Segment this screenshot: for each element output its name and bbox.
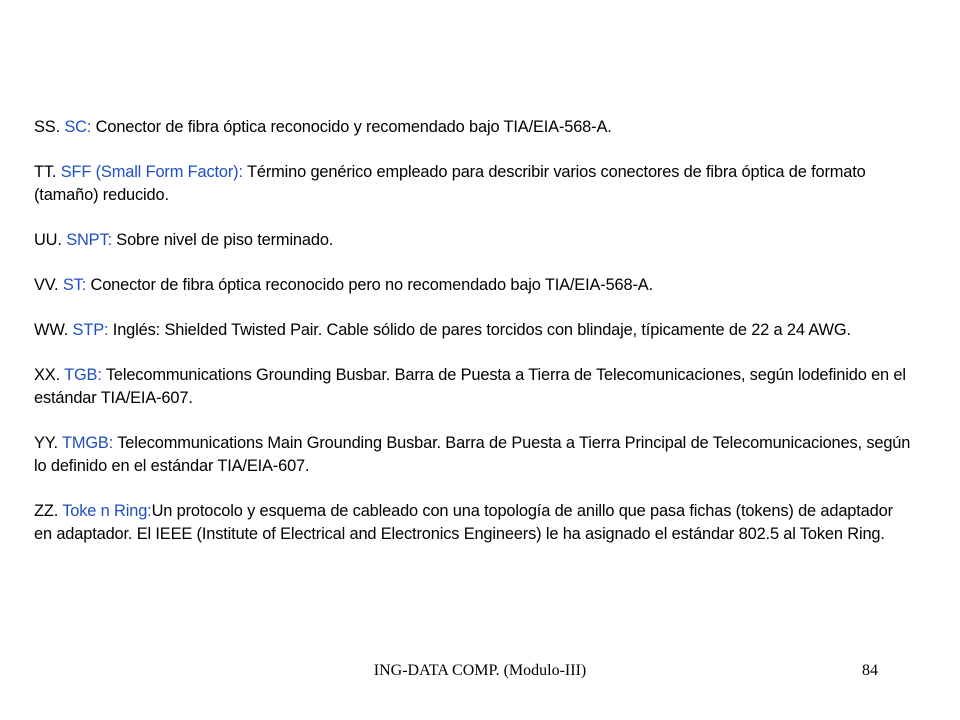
entry-definition: Un protocolo y esquema de cableado con una topología de anillo que pasa fichas (tokens) de adaptador en adaptador. El IEEE (Institute of Electrical and Electronics Engineers) le ha asignado el estándar 802.5 al Token Ring.: [34, 502, 893, 543]
entry-prefix: VV.: [34, 276, 63, 294]
entry-separator: :: [81, 276, 91, 294]
entry-term: TMGB: [61, 434, 109, 452]
glossary-entry: [34, 274, 914, 297]
glossary-entry: [34, 432, 914, 478]
entry-term: TGB: [64, 366, 98, 384]
entry-separator: :: [103, 321, 113, 339]
entry-definition: Telecommunications Main Grounding Busbar. Barra de Puesta a Tierra Principal de Telecomunicaciones, según lo definido en el estándar TIA/EIA-607.: [34, 434, 911, 475]
glossary-entry: [34, 364, 914, 410]
entry-prefix: UU.: [34, 231, 67, 249]
entry-definition: Conector de fibra óptica reconocido pero no recomendado bajo TIA/EIA-568-A.: [90, 276, 653, 294]
entry-prefix: TT.: [34, 163, 61, 181]
glossary-entry: [34, 500, 914, 546]
entry-term: SFF (Small Form Factor): [60, 163, 239, 181]
entry-term: SNPT: [66, 231, 108, 249]
entry-definition: Conector de fibra óptica reconocido y recomendado bajo TIA/EIA-568-A.: [95, 118, 612, 136]
glossary-list: [34, 116, 914, 568]
entry-separator: :: [238, 163, 247, 181]
page-number: 84: [862, 662, 878, 679]
entry-separator: :: [97, 366, 106, 384]
entry-separator: :: [147, 502, 152, 520]
glossary-entry: [34, 229, 914, 252]
entry-definition: Telecommunications Grounding Busbar. Barra de Puesta a Tierra de Telecomunicaciones, según lodefinido en el estándar TIA/EIA-607.: [34, 366, 906, 407]
glossary-entry: [34, 319, 914, 342]
entry-term: ST: [62, 276, 82, 294]
entry-definition: Término genérico empleado para describir varios conectores de fibra óptica de formato (tamaño) reducido.: [34, 163, 866, 204]
entry-term: SC: [64, 118, 87, 136]
entry-prefix: ZZ.: [34, 502, 63, 520]
entry-prefix: XX.: [34, 366, 65, 384]
entry-definition: Sobre nivel de piso terminado.: [116, 231, 334, 249]
glossary-entry: [34, 161, 914, 207]
entry-prefix: WW.: [34, 321, 73, 339]
entry-definition: Inglés: Shielded Twisted Pair. Cable sólido de pares torcidos con blindaje, típicamente de 22 a 24 AWG.: [112, 321, 851, 339]
entry-separator: :: [108, 434, 118, 452]
footer-title: ING-DATA COMP. (Modulo-III): [373, 662, 587, 679]
entry-prefix: SS.: [34, 118, 65, 136]
entry-term: STP: [72, 321, 104, 339]
entry-separator: :: [86, 118, 96, 136]
entry-prefix: YY.: [34, 434, 62, 452]
entry-separator: :: [107, 231, 117, 249]
glossary-entry: [34, 116, 914, 139]
entry-term: Toke n Ring: [62, 502, 148, 520]
